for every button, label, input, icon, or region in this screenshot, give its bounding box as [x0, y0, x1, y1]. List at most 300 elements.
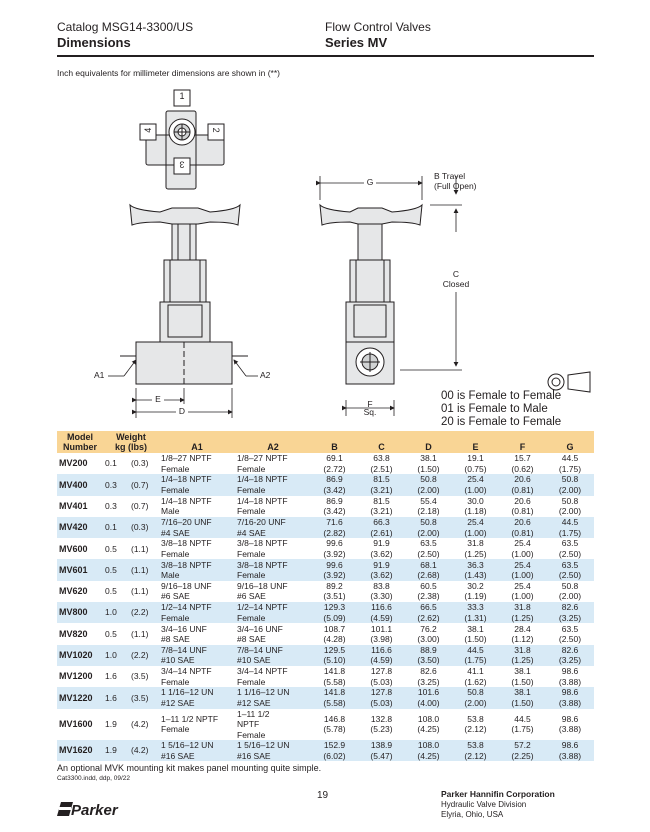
cell-a1-line: 1–11 1/2 NPTF [161, 713, 219, 724]
cell-weight-kg [103, 666, 129, 687]
cell-weight-lbs [129, 709, 159, 741]
cell-c [358, 645, 405, 666]
cell-b-line: (3.42) [323, 484, 346, 495]
catalog-number: Catalog MSG14-3300/US [57, 20, 194, 34]
cell-b-line: (6.02) [323, 750, 346, 761]
cell-a2-line: 7/16-20 UNF [237, 517, 286, 528]
col-a1-header: A1 [159, 431, 235, 453]
cell-c-line: (5.47) [370, 750, 393, 761]
cell-g [546, 517, 594, 538]
cell-weight-kg-text: 0.5 [105, 543, 117, 554]
cell-g-line: (2.00) [558, 484, 582, 495]
cell-e-line: 36.3 [467, 559, 484, 570]
cell-a2-line: #4 SAE [237, 527, 266, 538]
cell-weight-kg-text: 1.9 [105, 745, 117, 756]
cell-a1-line: 7/8–14 UNF [161, 644, 207, 655]
cell-f [499, 623, 546, 644]
cell-g-line: (2.00) [558, 506, 582, 517]
cell-g [546, 474, 594, 495]
cell-f-line: (1.00) [511, 570, 534, 581]
cell-a1-line: #6 SAE [161, 591, 190, 602]
cell-weight-kg-text: 0.1 [105, 522, 117, 533]
cell-e-line: 31.8 [467, 538, 484, 549]
cell-weight-lbs-text: (4.2) [131, 719, 149, 730]
cell-c [358, 687, 405, 708]
cell-d [405, 666, 452, 687]
cell-weight-lbs-text: (0.3) [131, 458, 149, 469]
cell-a1-line: 7/16–20 UNF [161, 517, 212, 528]
cell-b-line: (3.51) [323, 591, 346, 602]
cell-b-line: 99.6 [326, 559, 343, 570]
label-c: C [452, 269, 460, 279]
cell-f-line: 38.1 [514, 687, 531, 698]
cell-f-line: 31.8 [514, 644, 531, 655]
cell-d-line: (4.25) [417, 724, 440, 735]
cell-a2-line: 1/4–18 NPTF [237, 474, 288, 485]
cell-model-text: MV200 [59, 458, 88, 469]
cell-a2-line: 1/2–14 NPTF [237, 602, 288, 613]
cell-f-line: 25.4 [514, 538, 531, 549]
cell-a1-line: #8 SAE [161, 634, 190, 645]
cell-a1 [159, 740, 235, 761]
cell-g-line: 98.6 [561, 687, 579, 698]
cell-b-line: (2.72) [323, 463, 346, 474]
cell-d-line: 68.1 [420, 559, 437, 570]
cell-a2-line: #6 SAE [237, 591, 266, 602]
cell-a2-line: Female [237, 676, 266, 687]
cell-f-line: (1.00) [511, 591, 534, 602]
corp-division: Hydraulic Valve Division [441, 800, 527, 809]
cell-b-line: (3.92) [323, 548, 346, 559]
handle-number-3: 3 [179, 159, 185, 170]
cell-c-line: 66.3 [373, 517, 390, 528]
cell-a2 [235, 687, 311, 708]
cell-d-line: 60.5 [420, 580, 437, 591]
cell-c-line: (3.62) [370, 570, 393, 581]
cell-b-line: (5.10) [323, 655, 346, 666]
cell-model [57, 496, 103, 517]
cell-e-line: 30.0 [467, 495, 484, 506]
cell-d [405, 602, 452, 623]
cell-weight-kg-text: 0.5 [105, 628, 117, 639]
cell-e [452, 687, 499, 708]
cell-b-line: 86.9 [326, 474, 343, 485]
cell-a1-line: Female [161, 676, 190, 687]
cell-e-line: (1.18) [464, 506, 487, 517]
cell-g-line: 50.8 [561, 474, 579, 485]
cell-d [405, 740, 452, 761]
cell-a2 [235, 709, 311, 741]
cell-e [452, 517, 499, 538]
cell-c [358, 559, 405, 580]
cell-a1-line: 1/8–27 NPTF [161, 453, 212, 464]
cell-e-line: 38.1 [467, 623, 484, 634]
cell-a1 [159, 538, 235, 559]
cell-b [311, 559, 358, 580]
cell-f-line: (1.25) [511, 612, 534, 623]
cell-a1 [159, 496, 235, 517]
cell-a2-line: 1–11 1/2 [237, 708, 270, 719]
cell-f-line: (2.25) [511, 750, 534, 761]
cell-a1 [159, 645, 235, 666]
cell-d-line: (2.18) [417, 506, 440, 517]
cell-f-line: (1.50) [511, 697, 534, 708]
cell-a2-line: 3/4–14 NPTF [237, 666, 288, 677]
cell-c-line: (3.21) [370, 506, 393, 517]
cell-b-line: 141.8 [323, 666, 346, 677]
cell-model [57, 453, 103, 474]
cell-f [499, 687, 546, 708]
cell-f [499, 666, 546, 687]
cell-c-line: 91.9 [373, 538, 390, 549]
cell-d-line: (2.00) [417, 484, 440, 495]
label-a1: A1 [94, 370, 105, 380]
cell-a2 [235, 666, 311, 687]
cell-f [499, 474, 546, 495]
cell-e [452, 740, 499, 761]
front-view-valve [120, 205, 248, 384]
cell-b-line: 108.7 [323, 623, 346, 634]
cell-f-line: (0.62) [511, 463, 534, 474]
cell-model [57, 581, 103, 602]
cell-a2-line: 7/8–14 UNF [237, 644, 283, 655]
cell-d [405, 474, 452, 495]
label-f: F [367, 399, 373, 409]
cell-d [405, 538, 452, 559]
cell-weight-kg-text: 1.0 [105, 607, 117, 618]
cell-d-line: 66.5 [420, 602, 437, 613]
cell-f-line: (1.50) [511, 676, 534, 687]
col-weight-header [103, 431, 159, 453]
side-view-valve [320, 205, 422, 384]
cell-f-line: 28.4 [514, 623, 531, 634]
cell-model-text: MV400 [59, 479, 88, 490]
cell-e-line: 53.8 [467, 713, 484, 724]
cell-d-line: (4.00) [417, 697, 440, 708]
cell-f [499, 559, 546, 580]
cell-weight-lbs-text: (0.7) [131, 500, 149, 511]
mounting-note: An optional MVK mounting kit makes panel mounting quite simple. [57, 763, 322, 773]
cell-f [499, 517, 546, 538]
cell-model-text: MV1600 [59, 719, 93, 730]
label-g: G [364, 178, 376, 188]
cell-a1 [159, 666, 235, 687]
cell-b [311, 645, 358, 666]
cell-weight-lbs [129, 666, 159, 687]
cell-model-text: MV601 [59, 564, 88, 575]
cell-b-line: (5.58) [323, 676, 346, 687]
cell-g [546, 538, 594, 559]
handle-number-4: 4 [142, 127, 153, 133]
cell-a1-line: 3/8–18 NPTF [161, 538, 212, 549]
cell-b [311, 709, 358, 741]
corporate-info [441, 789, 555, 820]
cell-a1-line: #16 SAE [161, 750, 195, 761]
cell-model-text: MV800 [59, 607, 88, 618]
cell-e-line: 53.8 [467, 740, 484, 751]
cell-c [358, 496, 405, 517]
cell-weight-kg [103, 581, 129, 602]
col-a2-header: A2 [235, 431, 311, 453]
cell-weight-kg [103, 709, 129, 741]
cell-e-line: (1.19) [464, 591, 487, 602]
cell-b-line: 129.3 [323, 602, 346, 613]
cell-weight-lbs [129, 581, 159, 602]
cell-e [452, 496, 499, 517]
cell-weight-lbs-text: (1.1) [131, 586, 149, 597]
port-connection-icon [548, 372, 590, 392]
cell-f-line: (0.81) [511, 527, 534, 538]
cell-c-line: 83.8 [373, 580, 390, 591]
cell-weight-kg [103, 474, 129, 495]
cell-model-text: MV620 [59, 586, 88, 597]
cell-e [452, 645, 499, 666]
cell-f [499, 496, 546, 517]
cell-a1-line: 1/4–18 NPTF [161, 474, 212, 485]
cell-c-line: 116.6 [371, 602, 392, 613]
cell-d-line: (2.68) [417, 570, 440, 581]
cell-f-line: (1.00) [511, 548, 534, 559]
cell-d-line: (1.50) [417, 463, 440, 474]
cell-a1-line: Female [161, 484, 190, 495]
cell-a1 [159, 687, 235, 708]
cell-model-text: MV420 [59, 522, 88, 533]
cell-g [546, 559, 594, 580]
cell-g [546, 666, 594, 687]
col-model-header [57, 431, 103, 453]
cell-g-line: (2.00) [558, 591, 582, 602]
cell-g-line: 63.5 [561, 538, 579, 549]
cell-weight-lbs [129, 474, 159, 495]
label-b-travel: B Travel [434, 171, 466, 181]
cell-g-line: 44.5 [561, 453, 579, 464]
cell-g-line: 98.6 [561, 713, 579, 724]
cell-a1-line: 1/4–18 NPTF [161, 495, 212, 506]
col-c-header: C [358, 431, 405, 453]
cell-c-line: 81.5 [373, 474, 390, 485]
header-kg-lbs: kg (lbs) [114, 442, 147, 452]
cell-model [57, 709, 103, 741]
cell-g-line: 82.6 [561, 644, 579, 655]
cell-e-line: 19.1 [467, 453, 484, 464]
label-a2: A2 [260, 370, 271, 380]
cell-c-line: 127.8 [370, 687, 393, 698]
cell-weight-kg [103, 517, 129, 538]
cell-b [311, 740, 358, 761]
cell-d-line: (2.00) [417, 527, 440, 538]
cell-a2-line: Female [237, 484, 266, 495]
cell-weight-lbs [129, 538, 159, 559]
header-model: Model [67, 432, 93, 442]
cell-model-text: MV1620 [59, 745, 93, 756]
cell-a2-line: Female [237, 463, 266, 474]
cell-model-text: MV1020 [59, 650, 93, 661]
cell-a1-line: Male [161, 570, 180, 581]
cell-a1-line: 3/8–18 NPTF [161, 559, 212, 570]
cell-a2-line: 3/8–18 NPTF [237, 538, 288, 549]
cell-b-line: (4.28) [323, 634, 346, 645]
table-row [57, 740, 594, 761]
cell-g [546, 602, 594, 623]
cell-weight-lbs-text: (2.2) [131, 607, 149, 618]
cell-f-line: 57.2 [514, 740, 531, 751]
cell-c-line: (3.30) [370, 591, 393, 602]
col-f-header: F [499, 431, 546, 453]
cell-d-line: 88.9 [420, 644, 437, 655]
cell-a2 [235, 538, 311, 559]
cell-f [499, 645, 546, 666]
label-full-open: (Full Open) [434, 181, 477, 191]
cell-c-line: 127.8 [370, 666, 393, 677]
table-row [57, 559, 594, 580]
cell-e-line: (1.62) [464, 676, 487, 687]
cell-c-line: (3.21) [370, 484, 393, 495]
cell-a2-line: #16 SAE [237, 750, 271, 761]
cell-f [499, 709, 546, 741]
cell-d [405, 623, 452, 644]
cell-e [452, 559, 499, 580]
cell-weight-lbs [129, 559, 159, 580]
cell-b-line: 152.9 [323, 740, 346, 751]
cell-c-line: (5.03) [370, 676, 393, 687]
cell-a2 [235, 559, 311, 580]
cell-b [311, 517, 358, 538]
cell-d [405, 453, 452, 474]
cell-e-line: (1.00) [464, 484, 487, 495]
cell-d-line: (2.38) [417, 591, 440, 602]
cell-c-line: (2.51) [370, 463, 393, 474]
cell-model-text: MV1220 [59, 692, 93, 703]
cell-e-line: 41.1 [467, 666, 484, 677]
cell-model [57, 559, 103, 580]
cell-weight-lbs [129, 496, 159, 517]
cell-model-text: MV820 [59, 628, 88, 639]
cell-d-line: (2.50) [417, 548, 440, 559]
cell-weight-lbs-text: (3.5) [131, 692, 149, 703]
cell-e-line: (1.50) [464, 634, 487, 645]
cell-d-line: (2.62) [417, 612, 440, 623]
cell-d-line: (4.25) [417, 750, 440, 761]
cell-a2-line: Female [237, 612, 266, 623]
cell-model-text: MV600 [59, 543, 88, 554]
series-title: Series MV [325, 35, 388, 50]
cell-g-line: (2.50) [558, 570, 582, 581]
cell-a1-line: 1 1/16–12 UN [161, 687, 214, 698]
cell-g-line: 82.6 [561, 602, 579, 613]
cell-g [546, 623, 594, 644]
cell-weight-kg-text: 0.5 [105, 586, 117, 597]
cell-a1-line: #4 SAE [161, 527, 190, 538]
cell-a2-line: #10 SAE [237, 655, 271, 666]
cell-weight-lbs [129, 623, 159, 644]
cell-a2 [235, 453, 311, 474]
cell-f [499, 740, 546, 761]
cell-a1-line: 1/2–14 NPTF [161, 602, 212, 613]
cell-weight-kg-text: 1.6 [105, 692, 117, 703]
cell-g-line: (1.75) [558, 527, 582, 538]
cell-weight-lbs-text: (0.7) [131, 479, 149, 490]
cell-c-line: (5.23) [370, 724, 393, 735]
cell-weight-lbs-text: (0.3) [131, 522, 149, 533]
cell-weight-kg-text: 0.1 [105, 458, 117, 469]
cell-d [405, 645, 452, 666]
cell-weight-kg-text: 0.5 [105, 564, 117, 575]
port-code-list [441, 390, 561, 429]
cell-weight-kg [103, 559, 129, 580]
cell-f-line: 20.6 [514, 517, 531, 528]
cell-a1 [159, 581, 235, 602]
cell-weight-kg-text: 1.6 [105, 671, 117, 682]
cell-weight-lbs-text: (1.1) [131, 564, 149, 575]
cell-e [452, 666, 499, 687]
cell-a1-line: #10 SAE [161, 655, 195, 666]
cell-e-line: 44.5 [467, 644, 484, 655]
cell-e [452, 709, 499, 741]
cell-a1-line: 1 5/16–12 UN [161, 740, 214, 751]
cell-e-line: 33.3 [467, 602, 484, 613]
cell-g-line: (1.75) [558, 463, 582, 474]
cell-a2-line: 3/8–18 NPTF [237, 559, 288, 570]
cell-e-line: 30.2 [467, 580, 484, 591]
cell-weight-lbs [129, 517, 159, 538]
cell-b-line: 89.2 [326, 580, 343, 591]
table-row [57, 496, 594, 517]
parker-logo-text: Parker [71, 802, 118, 819]
cell-e [452, 581, 499, 602]
cell-a2 [235, 602, 311, 623]
header-rule [57, 55, 594, 57]
cell-c-line: 132.8 [370, 713, 393, 724]
cell-weight-kg-text: 0.3 [105, 479, 117, 490]
cell-g-line: 63.5 [561, 623, 579, 634]
cell-a2-line: 1 5/16–12 UN [237, 740, 290, 751]
cell-d-line: 76.2 [420, 623, 437, 634]
cell-c-line: (4.59) [370, 655, 393, 666]
cell-d-line: 101.6 [417, 687, 440, 698]
cell-g [546, 496, 594, 517]
cell-b [311, 666, 358, 687]
cell-e-line: (1.75) [464, 655, 487, 666]
cell-g [546, 709, 594, 741]
cell-c-line: (5.03) [370, 697, 393, 708]
cell-g-line: (3.88) [558, 697, 582, 708]
cell-e-line: (1.25) [464, 548, 487, 559]
col-e-header: E [452, 431, 499, 453]
cell-weight-lbs-text: (1.1) [131, 628, 149, 639]
inch-note: Inch equivalents for millimeter dimensions are shown in (**) [57, 68, 280, 78]
cell-d-line: 50.8 [420, 474, 437, 485]
cell-a1-line: 3/4–14 NPTF [161, 666, 212, 677]
cell-d [405, 709, 452, 741]
cell-f [499, 538, 546, 559]
cell-weight-kg-text: 1.0 [105, 650, 117, 661]
cell-e [452, 453, 499, 474]
cell-c-line: 81.5 [373, 495, 390, 506]
cell-b-line: 86.9 [326, 495, 343, 506]
top-view-handle [140, 90, 224, 189]
cell-weight-kg [103, 538, 129, 559]
cell-a1-line: 3/4–16 UNF [161, 623, 207, 634]
cell-c-line: 91.9 [373, 559, 390, 570]
cell-d [405, 687, 452, 708]
cell-a2-line: #8 SAE [237, 634, 266, 645]
cell-g-line: (3.88) [558, 724, 582, 735]
header-weight: Weight [116, 432, 146, 442]
cell-d [405, 496, 452, 517]
cell-c-line: 63.8 [373, 453, 390, 464]
table-body [57, 453, 594, 761]
cell-g-line: (3.88) [558, 750, 582, 761]
